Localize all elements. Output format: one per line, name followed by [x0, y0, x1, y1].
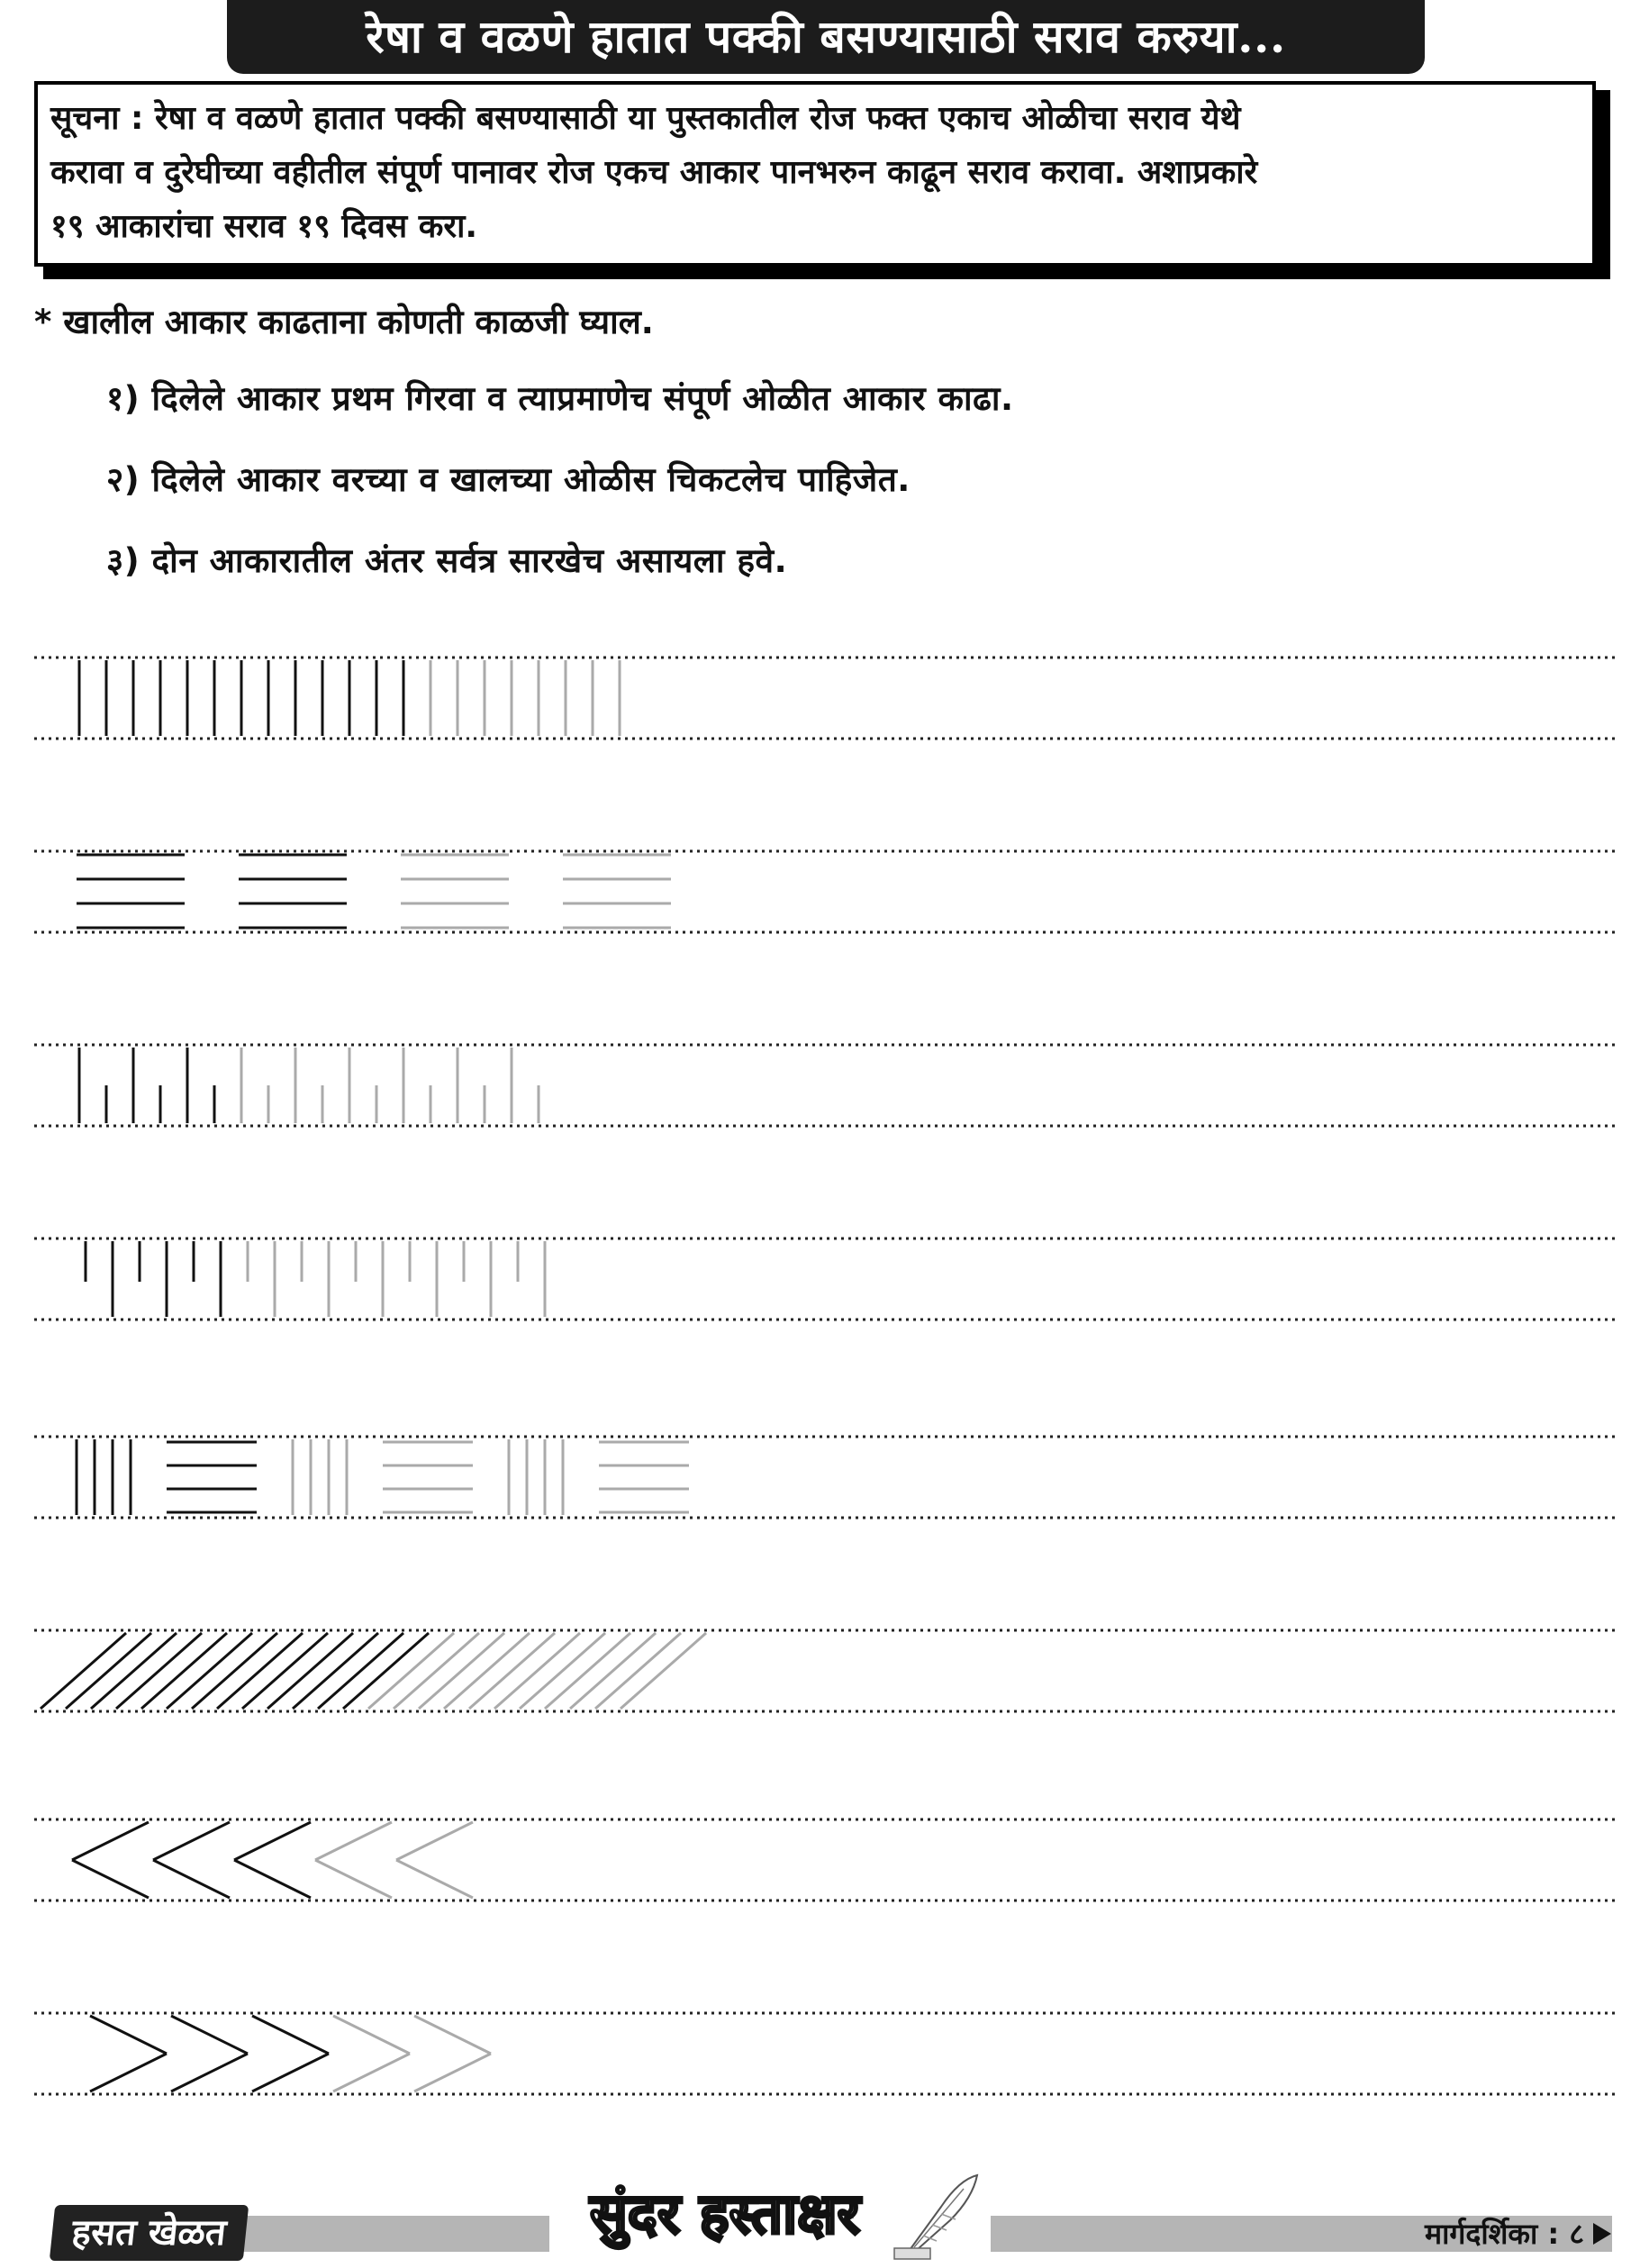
diagonal-stroke	[621, 1633, 706, 1709]
chevron-stroke	[90, 2054, 167, 2091]
chevron-stroke	[414, 2016, 491, 2054]
chevron-stroke	[414, 2054, 491, 2091]
diagonal-stroke	[394, 1633, 479, 1709]
diagonal-stroke	[444, 1633, 530, 1709]
diagonal-stroke	[570, 1633, 656, 1709]
chevron-stroke	[333, 2054, 410, 2091]
chevron-stroke	[72, 1822, 149, 1860]
chevron-stroke	[315, 1822, 392, 1860]
chevron-stroke	[396, 1860, 473, 1898]
chevron-stroke	[252, 2054, 329, 2091]
chevron-stroke	[315, 1860, 392, 1898]
chevron-stroke	[153, 1860, 230, 1898]
notice-line: १९ आकारांचा सराव १९ दिवस करा.	[50, 208, 478, 245]
chevron-stroke	[153, 1822, 230, 1860]
practice-area	[0, 621, 1649, 2117]
diagonal-stroke	[343, 1633, 429, 1709]
diagonal-stroke	[494, 1633, 580, 1709]
notice-line: सूचना : रेषा व वळणे हातात पक्की बसण्यासाठी या पुस्तकातील रोज फक्त एकाच ओळीचा सराव येथे	[50, 100, 1241, 137]
chevron-stroke	[234, 1860, 311, 1898]
chevron-stroke	[396, 1822, 473, 1860]
page-title: रेषा व वळणे हातात पक्की बसण्यासाठी सराव करुया...	[366, 10, 1286, 63]
chevron-stroke	[72, 1860, 149, 1898]
page-label: मार्गदर्शिका : ८	[1424, 2217, 1584, 2251]
instruction-item: १) दिलेले आकार प्रथम गिरवा व त्याप्रमाणेच संपूर्ण ओळीत आकार काढा.	[106, 379, 1014, 418]
chevron-stroke	[171, 2016, 248, 2054]
diagonal-stroke	[267, 1633, 353, 1709]
footer	[0, 2153, 1649, 2268]
diagonal-stroke	[368, 1633, 454, 1709]
diagonal-stroke	[192, 1633, 277, 1709]
diagonal-stroke	[520, 1633, 605, 1709]
diagonal-stroke	[318, 1633, 403, 1709]
notice-box	[34, 81, 1596, 267]
notice-line: करावा व दुरेघीच्या वहीतील संपूर्ण पानावर रोज एकच आकार पानभरुन काढून सराव करावा. अशाप्रकारे	[50, 154, 1258, 191]
chevron-stroke	[171, 2054, 248, 2091]
chevron-stroke	[333, 2016, 410, 2054]
instructions-heading: * खालील आकार काढताना कोणती काळजी घ्याल.	[34, 303, 654, 341]
diagonal-stroke	[217, 1633, 303, 1709]
logo-center: सुंदर हस्ताक्षर	[589, 2181, 861, 2246]
diagonal-stroke	[116, 1633, 202, 1709]
footer-bar	[243, 2216, 549, 2252]
logo-left: हसत खेळत	[50, 2205, 249, 2261]
chevron-stroke	[90, 2016, 167, 2054]
play-arrow-icon	[1591, 2221, 1613, 2246]
diagonal-stroke	[469, 1633, 555, 1709]
diagonal-stroke	[242, 1633, 328, 1709]
instruction-item: २) दिलेले आकार वरच्या व खालच्या ओळीस चिकटलेच पाहिजेत.	[106, 460, 911, 499]
diagonal-stroke	[167, 1633, 252, 1709]
instruction-item: ३) दोन आकारातील अंतर सर्वत्र सारखेच असायला हवे.	[106, 541, 788, 580]
diagonal-stroke	[41, 1633, 126, 1709]
quill-pen-icon	[887, 2171, 986, 2261]
chevron-stroke	[234, 1822, 311, 1860]
diagonal-stroke	[419, 1633, 504, 1709]
diagonal-stroke	[595, 1633, 681, 1709]
title-banner	[227, 0, 1425, 74]
diagonal-stroke	[141, 1633, 227, 1709]
diagonal-stroke	[545, 1633, 630, 1709]
chevron-stroke	[252, 2016, 329, 2054]
diagonal-stroke	[66, 1633, 151, 1709]
diagonal-stroke	[293, 1633, 378, 1709]
diagonal-stroke	[91, 1633, 177, 1709]
